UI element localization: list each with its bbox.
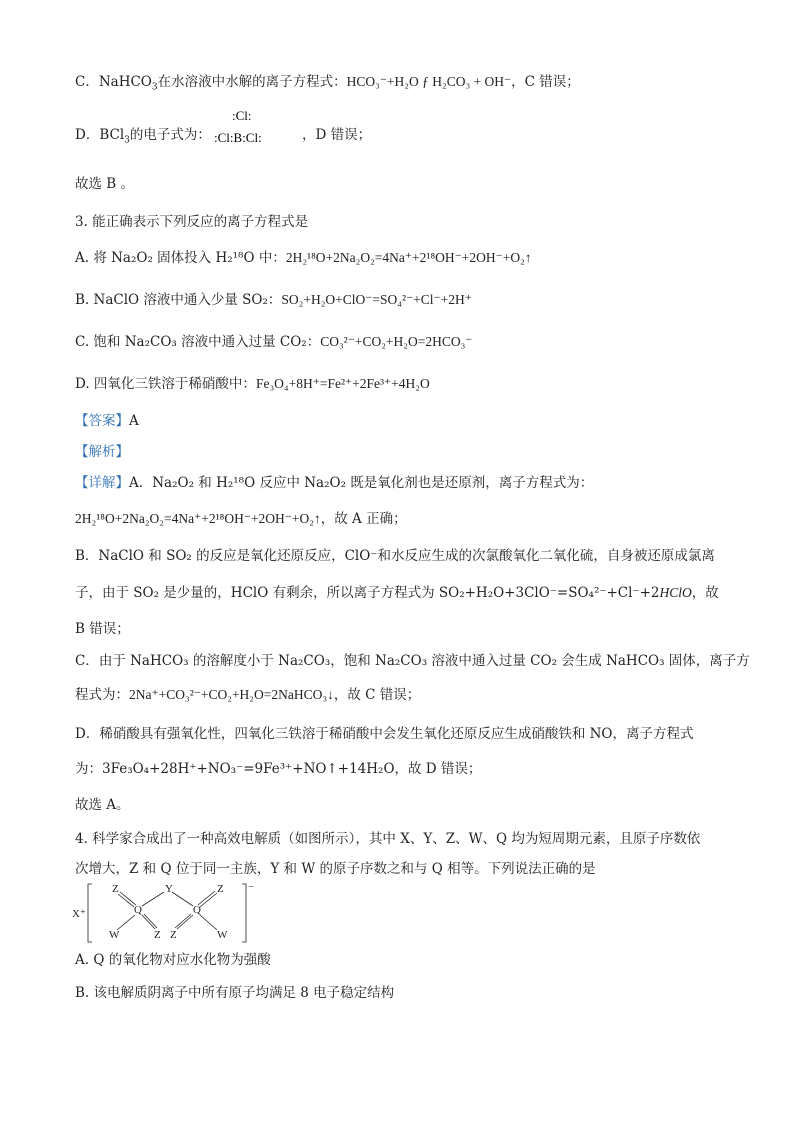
q4-stem-line-1: 4. 科学家合成出了一种高效电解质（如图所示），其中 X、Y、Z、W、Q 均为短周期元素，且原子序数依 bbox=[75, 831, 701, 847]
detail-b-line-3: B 错误； bbox=[75, 621, 130, 637]
atom-z-1: Z bbox=[112, 883, 119, 895]
option-d-bcl3: D．BCl$_3$的电子式为： bbox=[75, 127, 211, 146]
detail-a-post: ，故 A 正确； bbox=[320, 511, 407, 527]
q4-option-a: A. Q 的氧化物对应水化物为强酸 bbox=[75, 952, 271, 968]
atom-z-2: Z bbox=[217, 883, 224, 895]
lewis-row: :Cl:B:Cl: bbox=[214, 130, 262, 145]
q3-c-text: C. 饱和 Na₂CO₃ 溶液中通入过量 CO₂： bbox=[75, 334, 321, 350]
c-post: ，C 错误； bbox=[511, 74, 580, 90]
d-prefix: D．BCl bbox=[75, 127, 125, 143]
atom-y: Y bbox=[165, 883, 173, 895]
analysis-label bbox=[75, 443, 129, 461]
detail-a-equation-line bbox=[75, 510, 407, 528]
bracket-right bbox=[242, 884, 246, 942]
detail-a-equation: 2H₂¹⁸O+2Na₂O₂=4Na⁺+2¹⁸OH⁻+2OH⁻+O₂↑ bbox=[75, 511, 321, 526]
answer-label: 【答案】 bbox=[75, 413, 129, 429]
detail-tag: 【详解】 bbox=[75, 475, 129, 491]
q3-a-equation: 2H₂¹⁸O+2Na₂O₂=4Na⁺+2¹⁸OH⁻+2OH⁻+O₂↑ bbox=[285, 250, 532, 265]
atom-z-3: Z bbox=[154, 929, 161, 941]
detail-c2-equation: 2Na⁺+CO₃²⁻+CO₂+H₂O=2NaHCO₃↓ bbox=[129, 687, 334, 702]
q4-option-b: B. 该电解质阴离子中所有原子均满足 8 电子稳定结构 bbox=[75, 985, 395, 1001]
analysis-tag: 【解析】 bbox=[75, 444, 129, 460]
detail-b-line-1: B．NaClO 和 SO₂ 的反应是氧化还原反应，ClO⁻和水反应生成的次氯酸氧化二氧化硫，自身被还原成氯离 bbox=[75, 548, 715, 564]
c-mid: 在水溶液中水解的离子方程式： bbox=[157, 74, 347, 90]
d-post-text: ，D 错误； bbox=[302, 127, 372, 143]
q4-stem-line-2: 次增大，Z 和 Q 位于同一主族，Y 和 W 的原子序数之和与 Q 相等。下列说法正确的是 bbox=[75, 861, 596, 877]
d-mid: 的电子式为： bbox=[129, 127, 211, 143]
answer-value: A bbox=[129, 413, 139, 429]
detail-b2-italic: HClO bbox=[659, 585, 692, 600]
q3-d-text: D. 四氧化三铁溶于稀硝酸中： bbox=[75, 376, 256, 392]
q3-d-equation: Fe₃O₄+8H⁺=Fe²⁺+2Fe³⁺+4H₂O bbox=[255, 376, 430, 391]
cation-label: X⁺ bbox=[72, 908, 86, 920]
q3-option-d bbox=[75, 375, 430, 393]
atom-q-1: Q bbox=[134, 904, 142, 916]
detail-d-line-1: D．稀硝酸具有强氧化性，四氧化三铁溶于稀硝酸中会发生氧化还原反应生成硝酸铁和 NO，离子方程式 bbox=[75, 726, 694, 742]
detail-b2-pre: 子，由于 SO₂ 是少量的，HClO 有剩余，所以离子方程式为 SO₂+H₂O+3ClO⁻=SO₄²⁻+Cl⁻+2 bbox=[75, 585, 660, 601]
q3-option-c bbox=[75, 333, 472, 351]
lewis-top-cl: :Cl: bbox=[232, 108, 252, 123]
detail-c-line-1: C．由于 NaHCO₃ 的溶解度小于 Na₂CO₃，饱和 Na₂CO₃ 溶液中通入过量 CO₂ 会生成 NaHCO₃ 固体，离子方 bbox=[75, 653, 750, 669]
charge-label: ⁻ bbox=[248, 883, 254, 895]
bracket-left bbox=[88, 884, 92, 942]
choose-a: 故选 A。 bbox=[75, 797, 130, 813]
q3-option-b bbox=[75, 291, 472, 309]
q3-stem: 3. 能正确表示下列反应的离子方程式是 bbox=[75, 214, 309, 230]
option-c-hydrolysis: C．NaHCO$_3$在水溶液中水解的离子方程式：HCO₃⁻+H₂O ƒ H₂CO₃ + OH⁻，C 错误； bbox=[75, 74, 580, 93]
detail-d-line-2: 为：3Fe₃O₄+28H⁺+NO₃⁻=9Fe³⁺+NO↑+14H₂O，故 D 错误； bbox=[75, 761, 482, 777]
atom-z-4: Z bbox=[170, 929, 177, 941]
q3-option-a bbox=[75, 249, 532, 267]
q3-a-text: A. 将 Na₂O₂ 固体投入 H₂¹⁸O 中： bbox=[75, 250, 286, 266]
atom-q-2: Q bbox=[193, 904, 201, 916]
bcl3-lewis-structure bbox=[210, 104, 290, 154]
q3-c-equation: CO₃²⁻+CO₂+H₂O=2HCO₃⁻ bbox=[320, 334, 473, 349]
detail-c2-pre: 程式为： bbox=[75, 687, 129, 703]
atom-w-2: W bbox=[217, 929, 228, 941]
choose-b: 故选 B 。 bbox=[75, 176, 135, 192]
q3-b-equation: SO₂+H₂O+ClO⁻=SO₄²⁻+Cl⁻+2H⁺ bbox=[281, 292, 472, 307]
detail-b2-post: ，故 bbox=[691, 585, 719, 601]
answer-line bbox=[75, 412, 139, 430]
detail-c2-post: ，故 C 错误； bbox=[333, 687, 421, 703]
detail-a-text: A．Na₂O₂ 和 H₂¹⁸O 反应中 Na₂O₂ 既是氧化剂也是还原剂，离子方程式为： bbox=[129, 475, 594, 491]
detail-b-line-2 bbox=[75, 584, 719, 602]
c-prefix: C．NaHCO bbox=[75, 74, 152, 90]
c-equation: HCO₃⁻+H₂O ƒ H₂CO₃ + OH⁻ bbox=[346, 74, 512, 89]
detail-a-line bbox=[75, 474, 593, 492]
atom-w-1: W bbox=[109, 929, 120, 941]
detail-c-line-2 bbox=[75, 686, 420, 704]
q3-b-text: B. NaClO 溶液中通入少量 SO₂： bbox=[75, 292, 282, 308]
electrolyte-structure-diagram bbox=[72, 880, 272, 945]
